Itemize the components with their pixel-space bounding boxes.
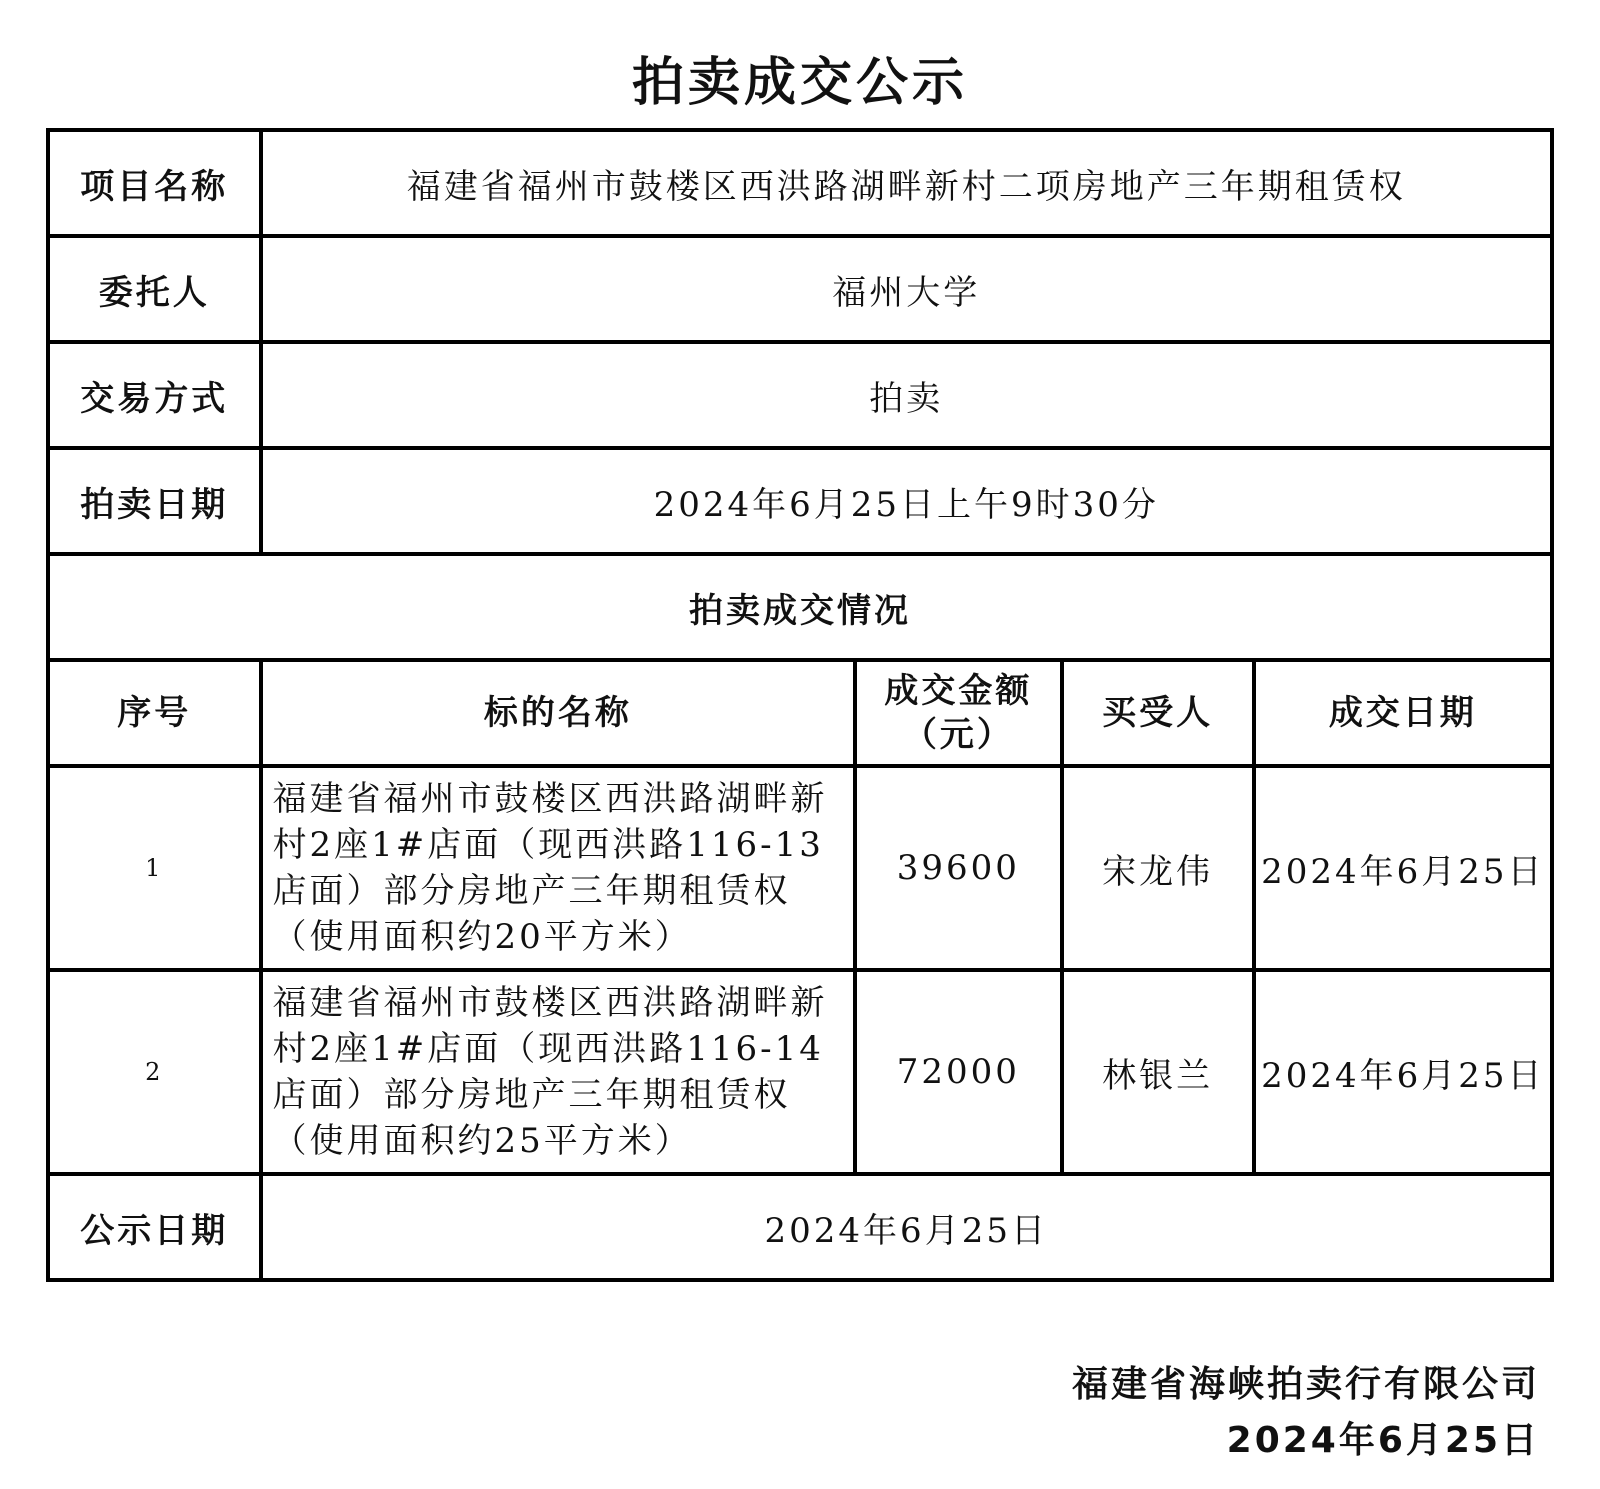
project-label: 项目名称 bbox=[48, 130, 261, 236]
section-title-row bbox=[48, 554, 1552, 660]
consignor-value: 福州大学 bbox=[261, 236, 1552, 342]
page-title: 拍卖成交公示 bbox=[631, 53, 968, 113]
auction-date-value: 2024年6月25日上午9时30分 bbox=[261, 448, 1552, 554]
project-row bbox=[48, 130, 1552, 236]
method-row bbox=[48, 342, 1552, 448]
table-row bbox=[48, 766, 1552, 970]
section-title: 拍卖成交情况 bbox=[48, 554, 1552, 660]
row-seq: 1 bbox=[48, 766, 261, 970]
method-value: 拍卖 bbox=[261, 342, 1552, 448]
row-deal-date: 2024年6月25日 bbox=[1254, 766, 1552, 970]
row-seq: 2 bbox=[48, 970, 261, 1174]
consignor-row bbox=[48, 236, 1552, 342]
header-deal-date: 成交日期 bbox=[1254, 660, 1552, 766]
table-row bbox=[48, 970, 1552, 1174]
header-seq: 序号 bbox=[48, 660, 261, 766]
table-header-row bbox=[48, 660, 1552, 766]
publicity-value: 2024年6月25日 bbox=[261, 1174, 1552, 1280]
footer-organization: 福建省海峡拍卖行有限公司 bbox=[1071, 1364, 1540, 1405]
row-buyer: 林银兰 bbox=[1062, 970, 1254, 1174]
consignor-label: 委托人 bbox=[48, 236, 261, 342]
publicity-row bbox=[48, 1174, 1552, 1280]
auction-date-row bbox=[48, 448, 1552, 554]
project-value: 福建省福州市鼓楼区西洪路湖畔新村二项房地产三年期租赁权 bbox=[261, 130, 1552, 236]
row-deal-date: 2024年6月25日 bbox=[1254, 970, 1552, 1174]
header-buyer: 买受人 bbox=[1062, 660, 1254, 766]
header-amount: 成交金额（元） bbox=[855, 660, 1061, 766]
row-amount: 72000 bbox=[855, 970, 1061, 1174]
method-label: 交易方式 bbox=[48, 342, 261, 448]
row-item-name: 福建省福州市鼓楼区西洪路湖畔新村2座1#店面（现西洪路116-13店面）部分房地产三年期租赁权（使用面积约20平方米） bbox=[261, 766, 856, 970]
row-item-name: 福建省福州市鼓楼区西洪路湖畔新村2座1#店面（现西洪路116-14店面）部分房地产三年期租赁权（使用面积约25平方米） bbox=[261, 970, 856, 1174]
row-buyer: 宋龙伟 bbox=[1062, 766, 1254, 970]
footer-date: 2024年6月25日 bbox=[1226, 1420, 1540, 1461]
row-amount: 39600 bbox=[855, 766, 1061, 970]
header-item-name: 标的名称 bbox=[261, 660, 856, 766]
publicity-label: 公示日期 bbox=[48, 1174, 261, 1280]
notice-table bbox=[46, 128, 1554, 1282]
auction-date-label: 拍卖日期 bbox=[48, 448, 261, 554]
